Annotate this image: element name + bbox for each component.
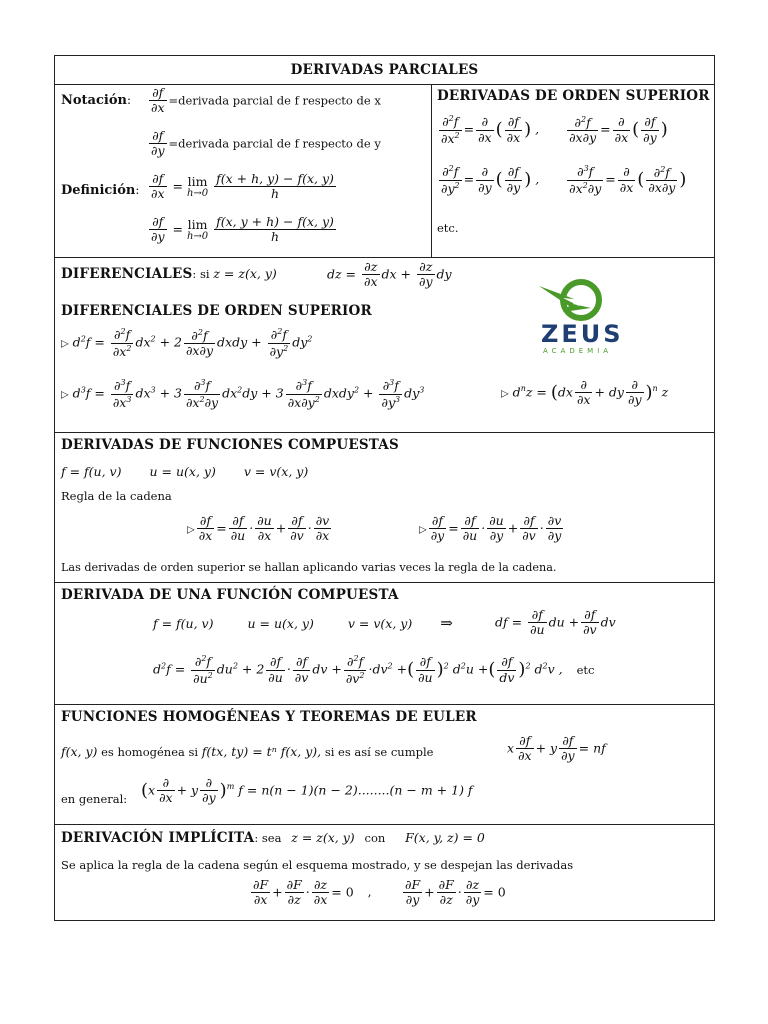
homogeneas-heading: FUNCIONES HOMOGÉNEAS Y TEOREMAS DE EULER bbox=[61, 709, 477, 725]
notacion-text-y: =derivada parcial de f respecto de y bbox=[168, 136, 381, 151]
homogeneity-condition: f(tx, ty) = tⁿ f(x, y), bbox=[201, 744, 322, 759]
una-compuesta-defs bbox=[153, 616, 453, 631]
definicion-formula-y: $\frac{\partial f}{\partial y}$ = lim h→0 $\frac{f(x, y + h) - f(x, y)}{h}$ bbox=[151, 214, 334, 245]
es-homogenea-text: es homogénea si bbox=[101, 745, 199, 759]
definicion-formula-x: $\frac{\partial f}{\partial x}$ = lim h→0 $\frac{f(x + h, y) - f(x, y)}{h}$ bbox=[151, 171, 334, 202]
page-title: DERIVADAS PARCIALES bbox=[290, 62, 479, 78]
divider bbox=[55, 257, 714, 258]
u-eq: u = u(x, y) bbox=[247, 616, 314, 631]
compuestas-nota: Las derivadas de orden superior se hallan aplicando varias veces la regla de la cadena. bbox=[61, 561, 557, 574]
z-eq: z = z(x, y) bbox=[291, 830, 355, 845]
dif-orden-superior-heading: DIFERENCIALES DE ORDEN SUPERIOR bbox=[61, 303, 372, 319]
compuestas-defs bbox=[61, 466, 308, 479]
d3f-formula: ▷ $d^3f$ = $\frac{\partial^3f}{\partial x^3}$ $dx^3 + 3$ $\frac{\partial^3f}{\partial x^2\partial y}$ $dx^2dy + 3$ $\frac{\partial^3f}{\partial x\partial y^2}$ dxdy$^2$ + $\frac{\partial^3f}{\partial y^3}$ $dy^3$ bbox=[61, 378, 425, 410]
definicion-row bbox=[61, 184, 139, 197]
cadena-formula-y: ▷ $\frac{\partial f}{\partial y}$ = $\frac{\partial f}{\partial u}$ · $\frac{\partial u}{\partial y}$ + $\frac{\partial f}{\partial v}$ · $\frac{\partial v}{\partial y}$ bbox=[419, 513, 562, 544]
colon: : bbox=[126, 93, 132, 107]
logo-sub: ACADEMIA bbox=[543, 347, 613, 355]
orden-superior-formula-1: $\frac{\partial^2f}{\partial x^2}$ = $\frac{\partial}{\partial x}$ ( $\frac{\partial f}{\partial x}$ ) , $\frac{\partial^2f}{\partial x\partial y}$ = $\frac{\partial}{\partial x}$ ( $\frac{\partial f}{\partial y}$ ) bbox=[441, 114, 668, 146]
colon: : bbox=[135, 183, 140, 197]
def-num-x: f(x + h, y) − f(x, y) bbox=[216, 171, 334, 186]
divider bbox=[431, 84, 432, 257]
se-cumple-text: si es así se cumple bbox=[324, 745, 434, 759]
orden-superior-formula-2: $\frac{\partial^2f}{\partial y^2}$ = $\frac{\partial}{\partial y}$ ( $\frac{\partial f}{\partial y}$ ) , $\frac{\partial^3f}{\partial x^2\partial y}$ = $\frac{\partial}{\partial x}$ ( $\frac{\partial^2f}{\partial x\partial y}$ ) bbox=[441, 164, 687, 196]
eq-zero: = 0 bbox=[483, 884, 506, 900]
dnz-formula: ▷ $d^nz = (dx$ $\frac{\partial}{\partial x}$ + dy $\frac{\partial}{\partial y}$ )$^n$ z bbox=[501, 377, 669, 408]
regla-cadena-label: Regla de la cadena bbox=[61, 489, 172, 503]
implies-icon: ⇒ bbox=[440, 614, 453, 632]
una-compuesta-heading: DERIVADA DE UNA FUNCIÓN COMPUESTA bbox=[61, 587, 399, 603]
divider bbox=[55, 582, 714, 583]
euler-general-label: en general: bbox=[61, 792, 128, 806]
v-eq: v = v(x, y) bbox=[347, 616, 413, 631]
implicita-row bbox=[61, 832, 485, 846]
compuestas-heading: DERIVADAS DE FUNCIONES COMPUESTAS bbox=[61, 437, 399, 453]
implicita-heading: DERIVACIÓN IMPLÍCITA bbox=[61, 830, 255, 846]
diferenciales-heading: DIFERENCIALES bbox=[61, 266, 193, 282]
notacion-formula-y: $\frac{\partial f}{\partial y}$ =derivada parcial de f respecto de y bbox=[151, 128, 381, 159]
lim: lim bbox=[187, 173, 208, 189]
fx: f(x, y) bbox=[61, 744, 98, 759]
formula-sheet bbox=[54, 55, 715, 921]
notacion-label: Notación bbox=[61, 93, 127, 108]
lim-sub: h→0 bbox=[186, 231, 209, 243]
si-text: : si bbox=[192, 267, 210, 281]
u-eq: u = u(x, y) bbox=[149, 464, 216, 479]
f-eq: f = f(u, v) bbox=[61, 464, 122, 479]
euler-general-formula: (x $\frac{\partial}{\partial x}$ + y $\frac{\partial}{\partial y}$ )$^m$ f = n(n − 1)(n − 2)........(n − m + 1) f bbox=[141, 775, 473, 806]
d2f-formula: ▷ $d^2f$ = $\frac{\partial^2f}{\partial x^2}$ $dx^2 + 2$ $\frac{\partial^2f}{\partial x\partial y}$ dxdy + $\frac{\partial^2f}{\partial y^2}$ $dy^2$ bbox=[61, 327, 313, 359]
zeus-academia-logo bbox=[533, 278, 629, 362]
cadena-formula-x: ▷ $\frac{\partial f}{\partial x}$ = $\frac{\partial f}{\partial u}$ · $\frac{\partial u}{\partial x}$ + $\frac{\partial f}{\partial v}$ · $\frac{\partial v}{\partial x}$ bbox=[187, 513, 330, 544]
divider bbox=[55, 824, 714, 825]
lim: lim bbox=[187, 216, 208, 232]
F-eq: F(x, y, z) = 0 bbox=[405, 830, 485, 845]
con-text: con bbox=[364, 831, 386, 845]
notacion-row-1 bbox=[61, 94, 131, 107]
df-formula: df = $\frac{\partial f}{\partial u}$ du + $\frac{\partial f}{\partial v}$ dv bbox=[495, 607, 616, 638]
def-num-y: f(x, y + h) − f(x, y) bbox=[216, 214, 334, 229]
implicita-formula-x: $\frac{\partial F}{\partial x}$ + $\frac{\partial F}{\partial z}$ · $\frac{\partial z}{\partial x}$ = 0 , bbox=[253, 877, 372, 908]
implicita-formula-y: $\frac{\partial F}{\partial y}$ + $\frac{\partial F}{\partial z}$ · $\frac{\partial z}{\partial y}$ = 0 bbox=[405, 877, 506, 908]
separator: , bbox=[367, 884, 372, 900]
v-eq: v = v(x, y) bbox=[243, 464, 309, 479]
eq-zero: = 0 bbox=[331, 884, 354, 900]
etc-text: etc bbox=[576, 662, 595, 677]
orden-superior-etc: etc. bbox=[437, 221, 459, 235]
definicion-label: Definición bbox=[61, 183, 136, 198]
implicita-texto: Se aplica la regla de la cadena según el esquema mostrado, y se despejan las derivadas bbox=[61, 858, 574, 872]
z-eq: z = z(x, y) bbox=[213, 266, 277, 281]
lim-sub: h→0 bbox=[186, 188, 209, 200]
def-den: h bbox=[270, 186, 280, 202]
d2f-compuesta-formula: $d^2f$ = $\frac{\partial^2f}{\partial u^2}$ $du^2 + 2$ $\frac{\partial f}{\partial u}$ · $\frac{\partial f}{\partial v}$ dv + $\frac{\partial^2f}{\partial v^2}$ $\cdot dv^2$ +( $\frac{\partial f}{\partial u}$ )$^2$ $d^2u$ +( $\frac{\partial f}{dv}$ )$^2$ $d^2v$ , etc bbox=[153, 654, 595, 686]
f-eq: f = f(u, v) bbox=[153, 616, 214, 631]
divider bbox=[55, 704, 714, 705]
divider bbox=[55, 432, 714, 433]
logo-name: ZEUS bbox=[541, 320, 624, 348]
orden-superior-heading: DERIVADAS DE ORDEN SUPERIOR bbox=[437, 88, 710, 104]
notacion-formula-x: $\frac{\partial f}{\partial x}$ =derivada parcial de f respecto de x bbox=[151, 85, 381, 116]
euler-general-rhs: f = n(n − 1)(n − 2)........(n − m + 1) f bbox=[238, 782, 473, 798]
diferencial-formula: dz = $\frac{\partial z}{\partial x}$ dx + $\frac{\partial z}{\partial y}$ dy bbox=[327, 259, 452, 290]
euler-formula: x $\frac{\partial f}{\partial x}$ + y $\frac{\partial f}{\partial y}$ = nf bbox=[507, 733, 606, 764]
homogeneas-def bbox=[61, 746, 433, 759]
notacion-text-x: =derivada parcial de f respecto de x bbox=[168, 93, 381, 108]
sea-text: : sea bbox=[254, 831, 282, 845]
def-den: h bbox=[270, 229, 280, 245]
diferenciales-row bbox=[61, 268, 277, 282]
